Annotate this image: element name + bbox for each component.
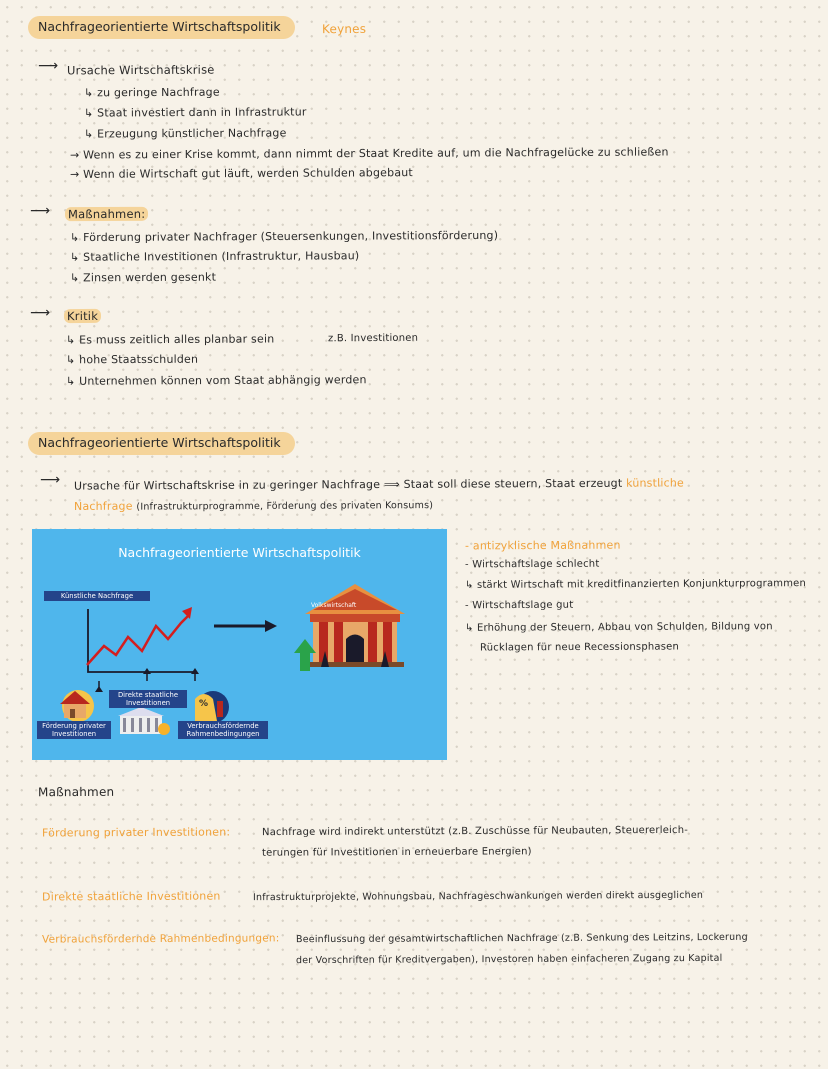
section2-ursache: Ursache für Wirtschaftskrise in zu geringer Nachfrage ⟹ Staat soll diese steuern, Staat erzeugt künstliche	[73, 476, 685, 493]
section3-title: Maßnahmen	[37, 784, 115, 800]
arrow-icon: ⟶	[38, 58, 59, 74]
arrow-icon: ⟶	[40, 472, 61, 488]
massnahmen-label: Maßnahmen:	[65, 207, 148, 221]
text-foerderung-2: terungen für Investitionen in erneuerbare Energien)	[261, 846, 532, 859]
kuenstliche-nachfrage-label: Künstliche Nachfrage	[44, 591, 150, 601]
term-verbrauch: Verbrauchsfördernde Rahmenbedingungen:	[41, 932, 280, 946]
house-icon	[60, 690, 94, 722]
text-verbrauch-2: der Vorschriften für Kreditvergaben), Investoren haben einfacheren Zugang zu Kapital	[295, 952, 723, 967]
list-item: ↳ Förderung privater Nachfrager (Steuersenkungen, Investitionsförderung)	[69, 228, 499, 245]
note-item: ↳ Erhöhung der Steuern, Abbau von Schulden, Bildung von	[464, 621, 773, 634]
note-item: - Wirtschaftslage gut	[464, 599, 574, 612]
text-foerderung-1: Nachfrage wird indirekt unterstützt (z.B. Zuschüsse für Neubauten, Steuererleich-	[261, 824, 689, 839]
list-item: ↳ Staatliche Investitionen (Infrastruktur, Hausbau)	[69, 249, 360, 264]
list-item: ↳ Es muss zeitlich alles planbar sein	[65, 332, 275, 347]
trend-line	[87, 615, 189, 665]
arrow-icon: ⟶	[30, 305, 51, 321]
list-item: ↳ Unternehmen können vom Staat abhängig werden	[65, 373, 367, 388]
term-foerderung: Förderung privater Investitionen:	[41, 825, 231, 840]
list-item-note: z.B. Investitionen	[327, 332, 419, 345]
section2-ursache-cont: Nachfrage (Infrastrukturprogramme, Förderung des privaten Konsums)	[73, 499, 434, 513]
note-item: - Wirtschaftslage schlecht	[464, 558, 600, 571]
text-verbrauch-1: Beeinflussung der gesamtwirtschaftlichen Nachfrage (z.B. Senkung des Leitzins, Lockerung	[295, 931, 748, 946]
arrow-right-icon	[265, 620, 277, 632]
list-item: ↳ hohe Staatsschulden	[65, 352, 199, 367]
list-item: → Wenn die Wirtschaft gut läuft, werden Schulden abgebaut	[69, 166, 413, 181]
arrow-icon: ⟶	[30, 203, 51, 219]
notes-heading: - antizyklische Maßnahmen	[464, 538, 621, 553]
volkswirtschaft-label: Volkswirtschaft	[311, 602, 357, 609]
foerderung-label: Förderung privater Investitionen	[37, 721, 111, 739]
section1-author: Keynes	[321, 21, 367, 37]
note-item: ↳ stärkt Wirtschaft mit kreditfinanzierten Konjunkturprogrammen	[464, 578, 807, 591]
percent-symbol: %	[199, 699, 209, 709]
verbrauch-label: Verbrauchsfördernde Rahmenbedingungen	[178, 721, 268, 739]
infographic	[32, 529, 447, 760]
list-item: ↳ Staat investiert dann in Infrastruktur	[83, 105, 307, 120]
infographic-title: Nachfrageorientierte Wirtschaftspolitik	[118, 545, 361, 560]
direkte-investitionen-label: Direkte staatliche Investitionen	[109, 690, 187, 708]
section1-title: Nachfrageorientierte Wirtschaftspolitik	[28, 16, 295, 39]
list-item: ↳ Zinsen werden gesenkt	[69, 270, 217, 285]
list-item: ↳ zu geringe Nachfrage	[83, 85, 220, 100]
list-item: → Wenn es zu einer Krise kommt, dann nimmt der Staat Kredite auf, um die Nachfragelücke zu schließen	[69, 145, 669, 162]
bank-building-icon	[305, 584, 405, 667]
list-item: ↳ Erzeugung künstlicher Nachfrage	[83, 126, 287, 141]
term-direkte: Direkte staatliche Investitionen	[41, 889, 221, 904]
ursache-label: Ursache Wirtschaftskrise	[66, 62, 215, 78]
note-item: Rücklagen für neue Recessionsphasen	[479, 641, 680, 654]
kritik-label: Kritik	[64, 309, 101, 323]
chart-axes	[88, 609, 197, 672]
government-building-icon	[118, 707, 170, 735]
text-direkte-1: Infrastrukturprojekte, Wohnungsbau, Nachfrageschwankungen werden direkt ausgeglichen	[252, 889, 704, 904]
section2-title: Nachfrageorientierte Wirtschaftspolitik	[28, 432, 295, 455]
